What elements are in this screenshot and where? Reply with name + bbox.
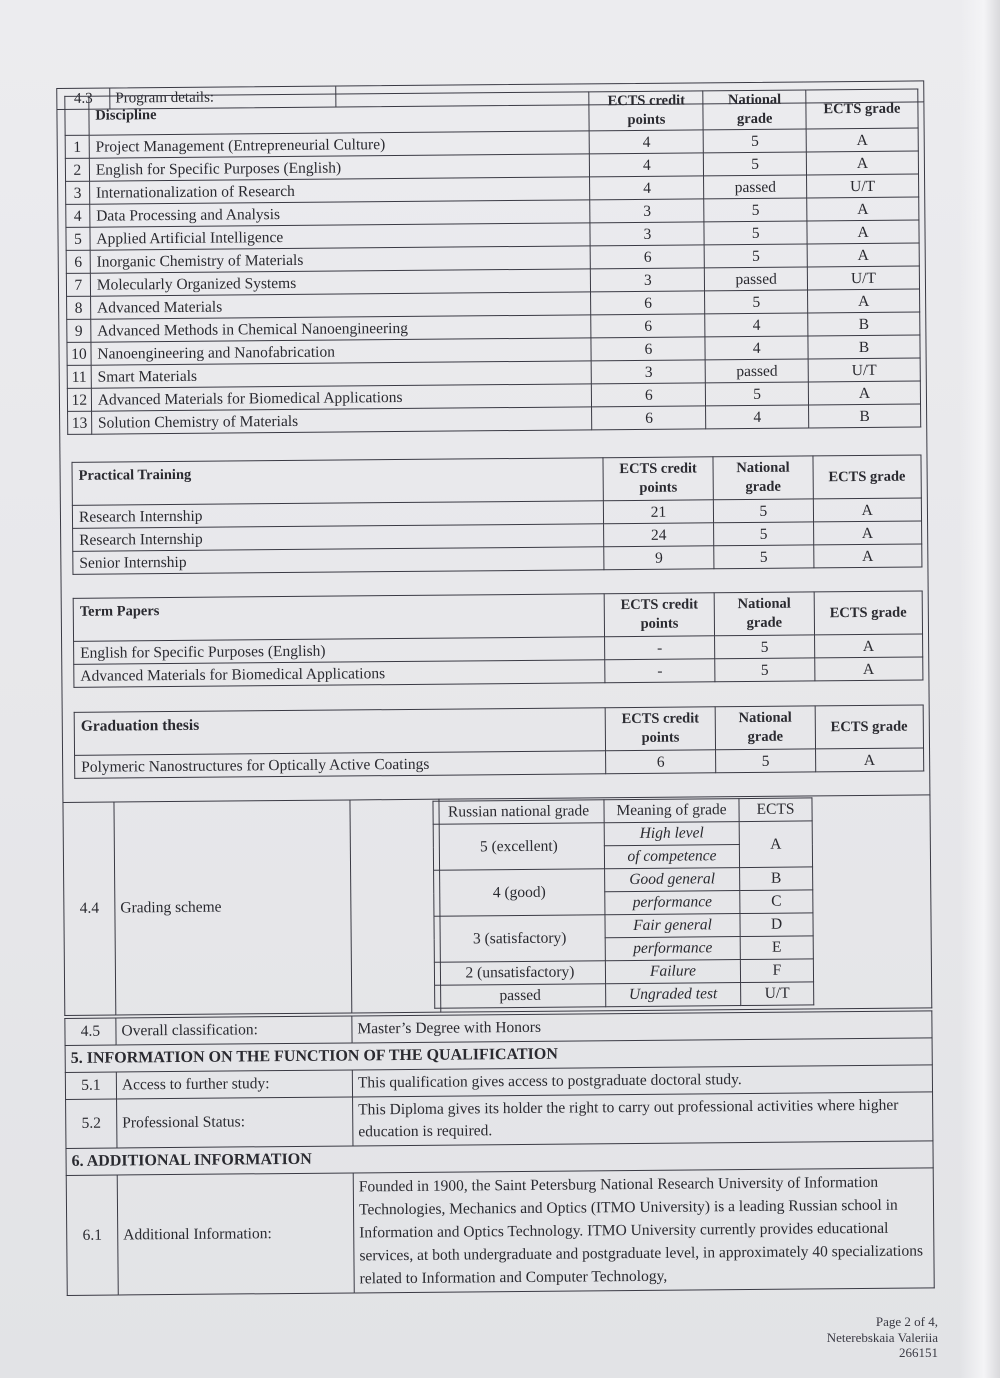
- table-row: 5 (excellent) High level A: [433, 821, 812, 847]
- disciplines-table: [64, 88, 921, 434]
- cell-eg: A: [813, 521, 922, 545]
- cell-ng: 5: [704, 198, 807, 222]
- cell-eg: B: [808, 312, 920, 336]
- cell-eg: A: [813, 498, 922, 522]
- cell-name: Solution Chemistry of Materials: [91, 407, 592, 434]
- section-5-title-row: 5. INFORMATION ON THE FUNCTION OF THE QUALIFICATION: [65, 1038, 932, 1073]
- cell-name: Data Processing and Analysis: [90, 200, 591, 227]
- table-row: 2 (unsatisfactory) Failure F: [434, 959, 813, 985]
- header-term-papers: Term Papers: [73, 594, 604, 642]
- cell-ng: passed: [706, 359, 809, 383]
- cell-ng: passed: [705, 267, 808, 291]
- table-header: [433, 798, 812, 824]
- cell-eg: A: [814, 634, 923, 658]
- cell-name: Advanced Materials for Biomedical Applications: [91, 384, 592, 411]
- header-ects-grade: ECTS grade: [806, 89, 918, 129]
- cell-pts: 6: [605, 750, 716, 774]
- header-national-grade: National grade: [703, 90, 806, 130]
- cell-pts: -: [604, 636, 715, 660]
- table-row: 3 (satisfactory) Fair general D: [434, 913, 813, 939]
- cell-name: Advanced Materials: [90, 292, 591, 319]
- header-graduation-thesis: Graduation thesis: [74, 708, 605, 756]
- cell-name: Molecularly Organized Systems: [90, 269, 591, 296]
- cell-name: Nanoengineering and Nanofabrication: [91, 338, 592, 365]
- overall-classification-value: Master’s Degree with Honors: [352, 1011, 932, 1043]
- cell-ng: 5: [714, 499, 814, 523]
- header-ects: ECTS: [739, 798, 812, 822]
- cell-eg: U/T: [807, 174, 919, 198]
- cell-n: 9: [67, 319, 91, 342]
- cell-ng: 5: [714, 545, 814, 569]
- header-russian-grade: Russian national grade: [433, 800, 604, 824]
- cell-pts: 6: [592, 406, 706, 430]
- cell-pts: 6: [591, 291, 705, 315]
- cell-eg: B: [808, 335, 920, 359]
- cell-n: 1: [65, 135, 89, 158]
- cell-name: Research Internship: [73, 524, 604, 552]
- cell-eg: A: [807, 197, 919, 221]
- cell-ng: 5: [716, 749, 816, 773]
- cell-pts: -: [605, 659, 716, 683]
- header-discipline: Discipline: [89, 92, 590, 135]
- section-label: Program details:: [115, 89, 215, 107]
- cell-name: Project Management (Entrepreneurial Culture): [89, 131, 590, 158]
- cell-pts: 6: [591, 337, 705, 361]
- section-6-title-row: 6. ADDITIONAL INFORMATION: [66, 1141, 933, 1176]
- header-ects-grade: ECTS grade: [813, 455, 922, 499]
- cell-eg: A: [806, 128, 918, 152]
- cell-eg: A: [808, 289, 920, 313]
- holder-name: Neterebskaia Valeriia: [826, 1329, 938, 1345]
- cell-pts: 4: [590, 153, 704, 177]
- cell-pts: 24: [603, 523, 714, 547]
- cell-eg: B: [809, 404, 921, 428]
- header-ects-grade: ECTS grade: [815, 705, 924, 749]
- cell-pts: 3: [591, 268, 705, 292]
- cell-ng: 5: [704, 221, 807, 245]
- cell-ng: 5: [705, 290, 808, 314]
- cell-n: 3: [66, 181, 90, 204]
- cell-eg: A: [808, 381, 920, 405]
- header-ects-points: ECTS credit points: [605, 707, 716, 751]
- table-header: [72, 455, 921, 505]
- cell-ng: 5: [715, 658, 815, 682]
- diploma-supplement-page: [56, 54, 935, 1288]
- cell-eg: A: [807, 243, 919, 267]
- table-header: [73, 591, 922, 641]
- cell-n: 2: [65, 158, 89, 181]
- cell-n: 12: [67, 388, 91, 411]
- cell-name: Research Internship: [72, 501, 603, 529]
- cell-ng: passed: [704, 175, 807, 199]
- grading-scheme-table: Russian national grade Meaning of grade ECTS 5 (excellent) High level A of competence 4 (good) Good general B performance C 3 (satisfactory) Fair general D performance E 2 (unsatisfactory) Failure F passed Ungraded test U/T: [432, 797, 814, 1008]
- header-ects-grade: ECTS grade: [814, 591, 923, 635]
- cell-name: Internationalization of Research: [89, 177, 590, 204]
- header-national-grade: National grade: [715, 706, 815, 750]
- cell-n: 13: [68, 411, 92, 434]
- cell-ng: 5: [704, 129, 807, 153]
- term-papers-table: [73, 590, 924, 687]
- cell-pts: 4: [590, 130, 704, 154]
- cell-ng: 5: [715, 635, 815, 659]
- cell-eg: A: [815, 748, 924, 772]
- section-number: 4.3: [57, 89, 110, 109]
- cell-n: 5: [66, 227, 90, 250]
- header-ects-points: ECTS credit points: [603, 457, 714, 501]
- cell-ng: 4: [705, 336, 808, 360]
- cell-pts: 21: [603, 500, 714, 524]
- cell-pts: 3: [590, 199, 704, 223]
- cell-name: Smart Materials: [91, 361, 592, 388]
- cell-name: Applied Artificial Intelligence: [90, 223, 591, 250]
- cell-ng: 5: [706, 382, 809, 406]
- cell-name: Advanced Methods in Chemical Nanoengineering: [91, 315, 592, 342]
- cell-ng: 5: [714, 522, 814, 546]
- table-header: [74, 705, 923, 755]
- cell-eg: U/T: [808, 358, 920, 382]
- practical-training-table: [71, 454, 922, 574]
- cell-n: 11: [67, 365, 91, 388]
- header-meaning: Meaning of grade: [604, 799, 739, 823]
- cell-name: Advanced Materials for Biomedical Applications: [74, 660, 605, 688]
- cell-n: 8: [67, 296, 91, 319]
- page-number: Page 2 of 4,: [875, 1314, 938, 1329]
- cell-n: 4: [66, 204, 90, 227]
- cell-eg: A: [807, 220, 919, 244]
- qualification-sections: [64, 1010, 934, 1296]
- cell-name: Polymeric Nanostructures for Optically Active Coatings: [75, 751, 606, 779]
- table-row: 4 (good) Good general B: [434, 867, 813, 893]
- cell-pts: 9: [604, 546, 715, 570]
- cell-pts: 6: [591, 245, 705, 269]
- professional-status-row: 5.2 Professional Status: This Diploma gives its holder the right to carry out professional activities where higher education is required.: [66, 1092, 933, 1149]
- cell-ng: 5: [705, 244, 808, 268]
- header-national-grade: National grade: [714, 592, 814, 636]
- header-ects-points: ECTS credit points: [604, 593, 715, 637]
- header-national-grade: National grade: [713, 456, 813, 500]
- cell-name: Senior Internship: [73, 547, 604, 575]
- cell-name: Inorganic Chemistry of Materials: [90, 246, 591, 273]
- cell-eg: A: [806, 151, 918, 175]
- cell-ng: 4: [705, 313, 808, 337]
- page-footer: [827, 1314, 938, 1361]
- overall-classification-row: 4.5 Overall classification: Master’s Degree with Honors: [65, 1011, 932, 1046]
- cell-name: English for Specific Purposes (English): [74, 637, 605, 665]
- page-edge: [960, 0, 1000, 1378]
- cell-pts: 6: [592, 383, 706, 407]
- section-label: Grading scheme: [114, 800, 352, 1015]
- cell-pts: 4: [590, 176, 704, 200]
- cell-n: 10: [67, 342, 91, 365]
- cell-pts: 3: [592, 360, 706, 384]
- cell-eg: A: [813, 544, 922, 568]
- cell-ng: 4: [706, 405, 809, 429]
- further-study-row: 5.1 Access to further study: This qualification gives access to postgraduate doctoral study.: [65, 1065, 932, 1100]
- cell-pts: 6: [591, 314, 705, 338]
- cell-name: English for Specific Purposes (English): [89, 154, 590, 181]
- header-practical-training: Practical Training: [72, 458, 603, 506]
- additional-information-row: 6.1 Additional Information: Founded in 1900, the Saint Petersburg National Research University of Information Technologies, Mechanics and Optics (ITMO University) is a leading Russian school in Information and Optics Technology. ITMO University currently provides educational services, at both undergraduate and postgraduate level, in approximately 40 specializations related to Information and Computer Technology,: [66, 1168, 934, 1296]
- cell-pts: 3: [590, 222, 704, 246]
- section-number: 4.4: [63, 802, 116, 1015]
- cell-eg: A: [814, 657, 923, 681]
- header-ects-points: ECTS credit points: [589, 91, 703, 131]
- cell-n: 6: [66, 250, 90, 273]
- cell-n: 7: [66, 273, 90, 296]
- table-row: passed Ungraded test U/T: [435, 982, 814, 1008]
- cell-eg: U/T: [807, 266, 919, 290]
- graduation-thesis-table: [74, 704, 925, 778]
- document-id: 266151: [899, 1345, 938, 1360]
- cell-ng: 5: [704, 152, 807, 176]
